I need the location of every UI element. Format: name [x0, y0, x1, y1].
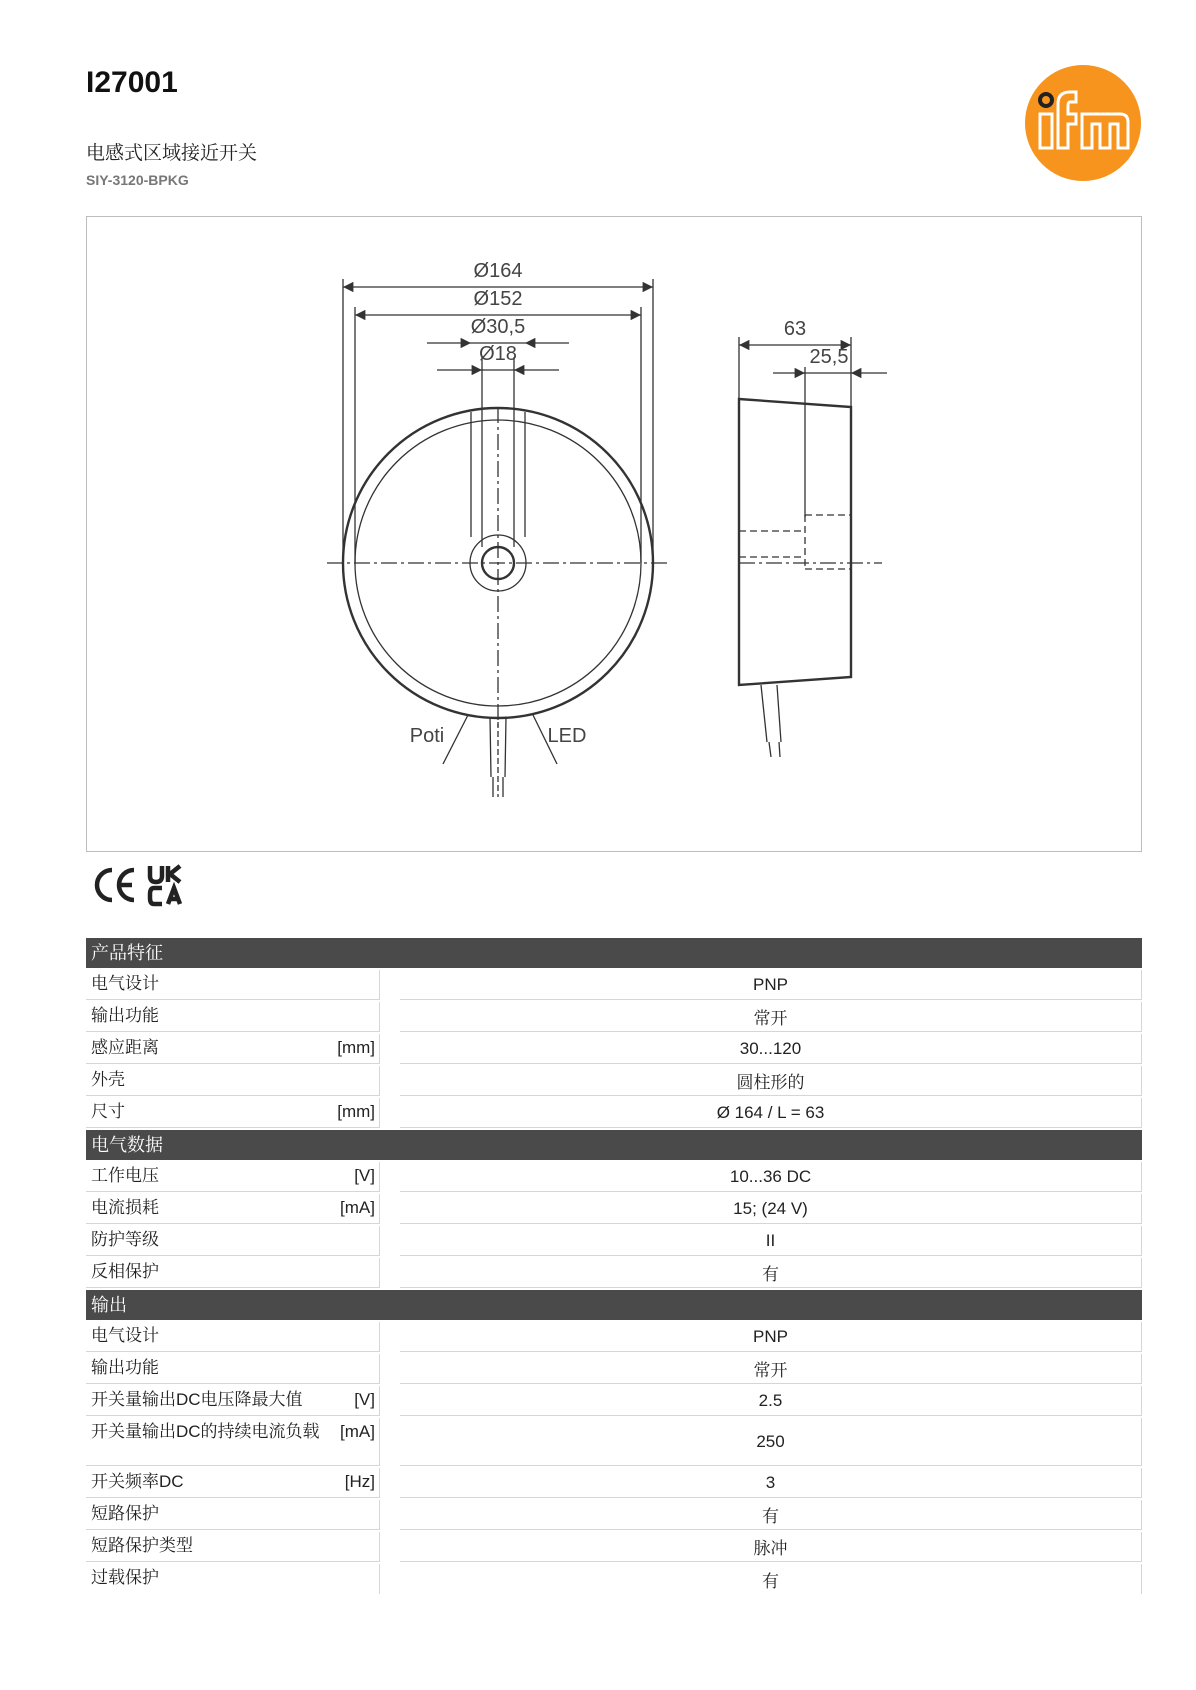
table-row [86, 1500, 1142, 1530]
row-label: 感应距离 [91, 1038, 159, 1057]
row-unit: [mA] [340, 1422, 375, 1441]
table-row [86, 1386, 1142, 1416]
row-label: 开关量输出DC的持续电流负载 [91, 1422, 320, 1441]
row-unit: [Hz] [344, 1472, 375, 1491]
row-label: 尺寸 [91, 1102, 125, 1121]
row-value: 10...36 DC [400, 1162, 1142, 1192]
row-label: 输出功能 [91, 1006, 159, 1025]
row-value: 30...120 [400, 1034, 1142, 1064]
dimension-drawing [86, 216, 1142, 852]
row-label: 电气设计 [91, 1326, 159, 1345]
table-row [86, 1002, 1142, 1032]
table-row [86, 1194, 1142, 1224]
row-label: 开关量输出DC电压降最大值 [91, 1390, 303, 1409]
row-label: 开关频率DC [91, 1472, 184, 1491]
row-value: 有 [400, 1258, 1142, 1288]
certification-marks [90, 862, 200, 908]
row-value: 圆柱形的 [400, 1066, 1142, 1096]
row-unit: [mA] [340, 1198, 375, 1217]
table-row [86, 1532, 1142, 1562]
table-row [86, 1418, 1142, 1466]
row-value: Ø 164 / L = 63 [400, 1098, 1142, 1128]
row-value: PNP [400, 1322, 1142, 1352]
section-header-features: 产品特征 [86, 938, 1142, 968]
row-value: 2.5 [400, 1386, 1142, 1416]
row-label: 工作电压 [91, 1166, 159, 1185]
spec-table [86, 938, 1142, 1596]
dim-164-label: Ø164 [473, 260, 523, 282]
row-label: 过载保护 [91, 1568, 159, 1587]
dim-152-label: Ø152 [473, 288, 523, 310]
row-unit: [V] [354, 1166, 375, 1185]
table-row [86, 1354, 1142, 1384]
row-label: 输出功能 [91, 1358, 159, 1377]
row-value: 常开 [400, 1354, 1142, 1384]
row-unit: [mm] [337, 1102, 375, 1121]
table-row [86, 1066, 1142, 1096]
ifm-logo [1024, 64, 1142, 182]
row-label: 短路保护 [91, 1504, 159, 1523]
product-code: SIY-3120-BPKG [86, 172, 189, 188]
table-row [86, 1564, 1142, 1594]
row-value: II [400, 1226, 1142, 1256]
row-unit: [V] [354, 1390, 375, 1409]
row-value: 250 [400, 1418, 1142, 1466]
row-value: 有 [400, 1500, 1142, 1530]
table-row [86, 970, 1142, 1000]
table-row [86, 1226, 1142, 1256]
row-value: PNP [400, 970, 1142, 1000]
dim-18-label: Ø18 [479, 343, 517, 365]
table-row [86, 1468, 1142, 1498]
row-label: 反相保护 [91, 1262, 159, 1281]
table-row [86, 1322, 1142, 1352]
dim-25-5-label: 25,5 [809, 346, 849, 368]
table-row [86, 1034, 1142, 1064]
table-row [86, 1162, 1142, 1192]
section-header-electrical: 电气数据 [86, 1130, 1142, 1160]
section-header-outputs: 输出 [86, 1290, 1142, 1320]
product-subtitle: 电感式区域接近开关 [86, 143, 258, 164]
row-value: 有 [400, 1564, 1142, 1594]
row-value: 常开 [400, 1002, 1142, 1032]
row-value: 15; (24 V) [400, 1194, 1142, 1224]
product-title: I27001 [86, 66, 178, 99]
row-value: 3 [400, 1468, 1142, 1498]
led-label: LED [547, 725, 587, 747]
table-row [86, 1098, 1142, 1128]
row-value: 脉冲 [400, 1532, 1142, 1562]
row-label: 电流损耗 [91, 1198, 159, 1217]
row-label: 短路保护类型 [91, 1536, 193, 1555]
table-row [86, 1258, 1142, 1288]
row-label: 外壳 [91, 1070, 125, 1089]
row-unit: [mm] [337, 1038, 375, 1057]
row-label: 防护等级 [91, 1230, 159, 1249]
dim-63-label: 63 [783, 318, 807, 340]
row-label: 电气设计 [91, 974, 159, 993]
dim-30-5-label: Ø30,5 [470, 316, 526, 338]
poti-label: Poti [409, 725, 445, 747]
